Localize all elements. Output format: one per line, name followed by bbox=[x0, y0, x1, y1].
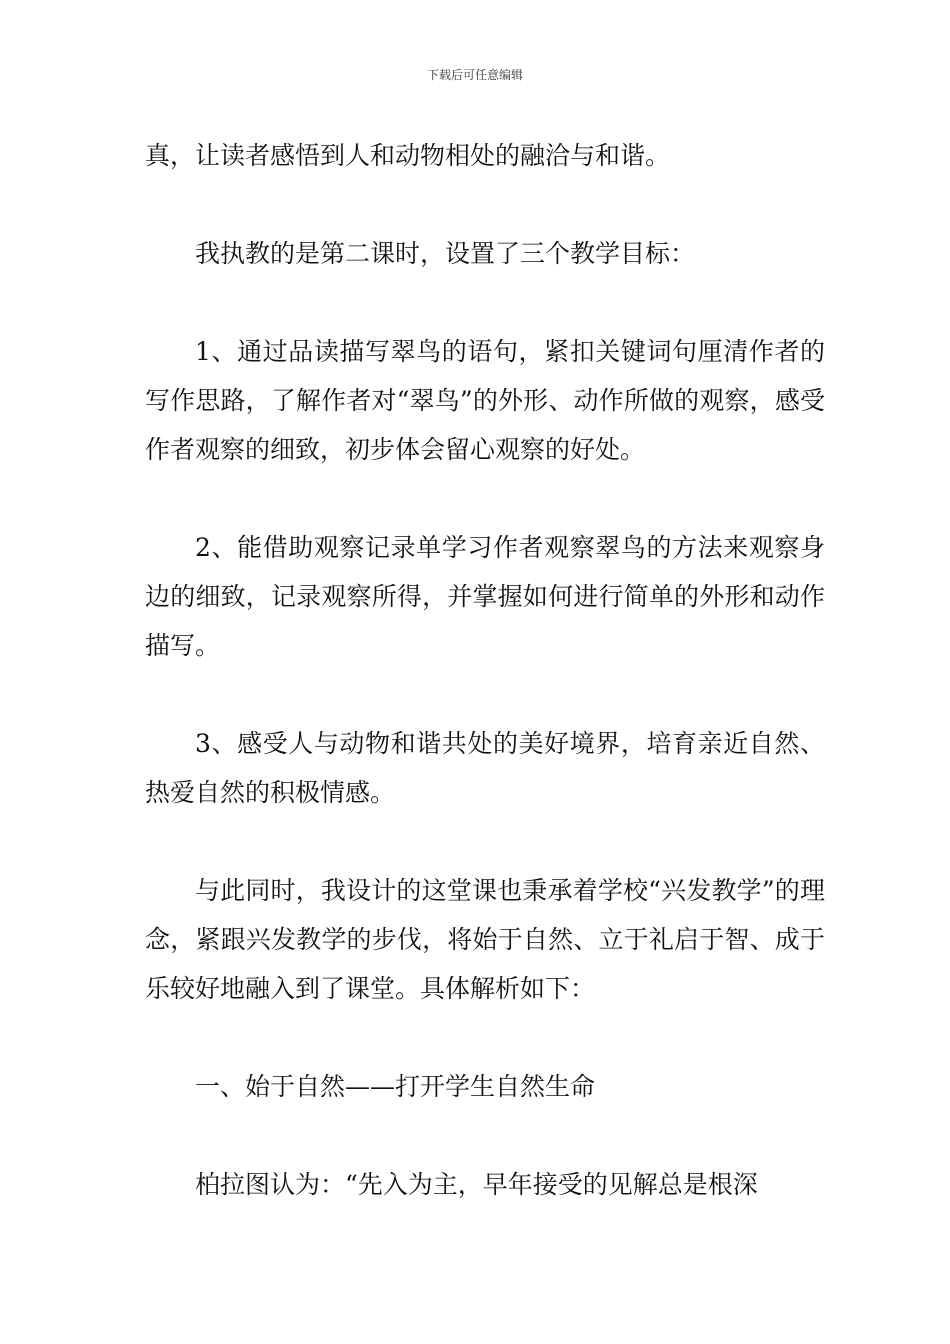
page-header: 下载后可任意编辑 bbox=[426, 68, 523, 82]
paragraph-objective-3: 3、感受人与动物和谐共处的美好境界，培育亲近自然、热爱自然的积极情感。 bbox=[145, 729, 825, 807]
paragraph-objective-2: 2、能借助观察记录单学习作者观察翠鸟的方法来观察身边的细致，记录观察所得，并掌握如何进行简单的外形和动作描写。 bbox=[145, 533, 825, 660]
paragraph-continuation: 真，让读者感悟到人和动物相处的融洽与和谐。 bbox=[145, 141, 671, 170]
paragraph-plato-quote: 柏拉图认为：“先入为主，早年接受的见解总是根深 bbox=[195, 1170, 758, 1199]
paragraph-objectives-intro: 我执教的是第二课时，设置了三个教学目标： bbox=[195, 239, 696, 268]
paragraph-teaching-philosophy: 与此同时，我设计的这堂课也秉承着学校“兴发教学”的理念，紧跟兴发教学的步伐，将始于自然、立于礼启于智、成于乐较好地融入到了课堂。具体解析如下： bbox=[145, 876, 825, 1003]
document-body bbox=[145, 131, 825, 1209]
section-heading-1: 一、始于自然——打开学生自然生命 bbox=[195, 1072, 596, 1101]
paragraph-objective-1: 1、通过品读描写翠鸟的语句，紧扣关键词句厘清作者的写作思路，了解作者对“翠鸟”的外形、动作所做的观察，感受作者观察的细致，初步体会留心观察的好处。 bbox=[145, 337, 825, 464]
